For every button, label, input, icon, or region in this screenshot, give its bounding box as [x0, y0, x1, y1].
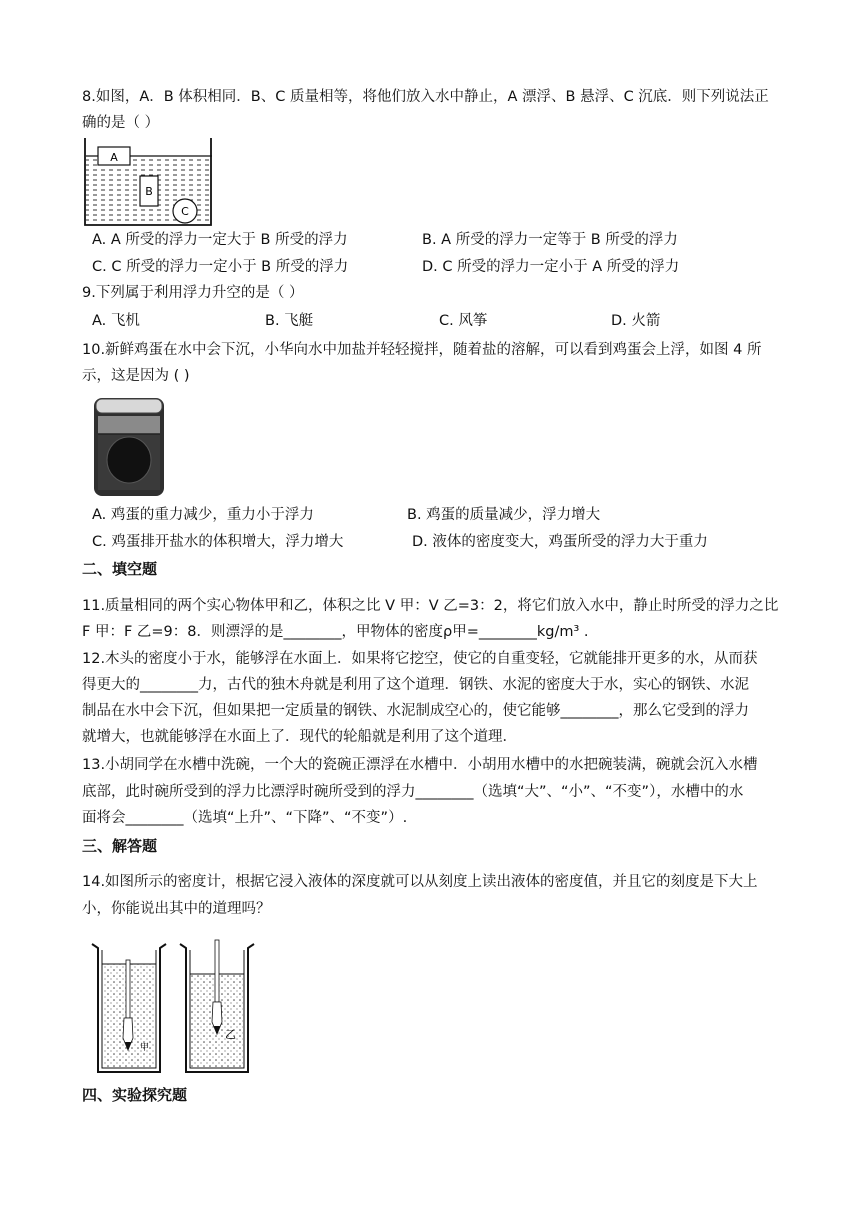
q11-line2: F 甲：F 乙=9：8．则漂浮的是________，甲物体的密度ρ甲=________kg/m³ .: [82, 624, 589, 640]
q13-line1: 13.小胡同学在水槽中洗碗，一个大的瓷碗正漂浮在水槽中．小胡用水槽中的水把碗装满，碗就会沉入水槽: [82, 757, 758, 773]
q13-line3: 面将会________（选填“上升”、“下降”、“不变”）.: [82, 810, 408, 826]
q9-option-a[interactable]: A. 飞机: [92, 313, 140, 329]
q10-option-b[interactable]: B. 鸡蛋的质量减少，浮力增大: [407, 507, 601, 523]
q8-stem-line2: 确的是（ ）: [82, 115, 160, 131]
q11-line1: 11.质量相同的两个实心物体甲和乙，体积之比 V 甲：V 乙=3：2，将它们放入水中，静止时所受的浮力之比: [82, 598, 779, 614]
q8-option-d[interactable]: D. C 所受的浮力一定小于 A 所受的浮力: [422, 259, 680, 275]
q10-stem-line2: 示，这是因为 ( ): [82, 368, 190, 384]
q10-option-d[interactable]: D. 液体的密度变大，鸡蛋所受的浮力大于重力: [412, 534, 708, 550]
q10-stem-line1: 10.新鲜鸡蛋在水中会下沉，小华向水中加盐并轻轻搅拌，随着盐的溶解，可以看到鸡蛋会上浮，如图 4 所: [82, 342, 762, 358]
q9-stem: 9.下列属于利用浮力升空的是（ ）: [82, 285, 304, 301]
q13-line2: 底部，此时碗所受到的浮力比漂浮时碗所受到的浮力________（选填“大”、“小”、“不变”），水槽中的水: [82, 784, 744, 800]
section-answer: 三、解答题: [82, 837, 158, 855]
q8-option-b[interactable]: B. A 所受的浮力一定等于 B 所受的浮力: [422, 232, 678, 248]
section-experiment: 四、实验探究题: [82, 1086, 188, 1104]
q8-option-a[interactable]: A. A 所受的浮力一定大于 B 所受的浮力: [92, 232, 348, 248]
q10-option-c[interactable]: C. 鸡蛋排开盐水的体积增大，浮力增大: [92, 534, 344, 550]
label-jia: 甲: [140, 1043, 150, 1053]
q14-hydrometer-figure: [88, 938, 260, 1078]
q12-line3: 制品在水中会下沉，但如果把一定质量的钢铁、水泥制成空心的，使它能够________，那么它受到的浮力: [82, 703, 749, 719]
q9-option-c[interactable]: C. 风筝: [439, 313, 488, 329]
q12-line4: 就增大，也就能够浮在水面上了．现代的轮船就是利用了这个道理．: [82, 729, 517, 745]
q9-option-b[interactable]: B. 飞艇: [265, 313, 314, 329]
q10-option-a[interactable]: A. 鸡蛋的重力减少，重力小于浮力: [92, 507, 314, 523]
q8-option-c[interactable]: C. C 所受的浮力一定小于 B 所受的浮力: [92, 259, 349, 275]
q8-figure: [84, 138, 214, 228]
label-c: C: [181, 205, 189, 218]
label-yi: 乙: [225, 1028, 236, 1041]
q10-beaker-figure: [90, 394, 170, 500]
q9-option-d[interactable]: D. 火箭: [611, 313, 661, 329]
q12-line2: 得更大的________力，古代的独木舟就是利用了这个道理．钢铁、水泥的密度大于水，实心的钢铁、水泥: [82, 677, 749, 693]
q12-line1: 12.木头的密度小于水，能够浮在水面上．如果将它挖空，使它的自重变轻，它就能排开更多的水，从而获: [82, 651, 758, 667]
label-b: B: [145, 185, 153, 198]
q8-stem-line1: 8.如图，A．B 体积相同．B、C 质量相等，将他们放入水中静止，A 漂浮、B 悬浮、C 沉底．则下列说法正: [82, 89, 769, 105]
q14-line1: 14.如图所示的密度计，根据它浸入液体的深度就可以从刻度上读出液体的密度值，并且它的刻度是下大上: [82, 874, 758, 890]
label-a: A: [110, 151, 118, 164]
section-fill-in: 二、填空题: [82, 560, 158, 578]
q14-line2: 小，你能说出其中的道理吗？: [82, 901, 271, 917]
